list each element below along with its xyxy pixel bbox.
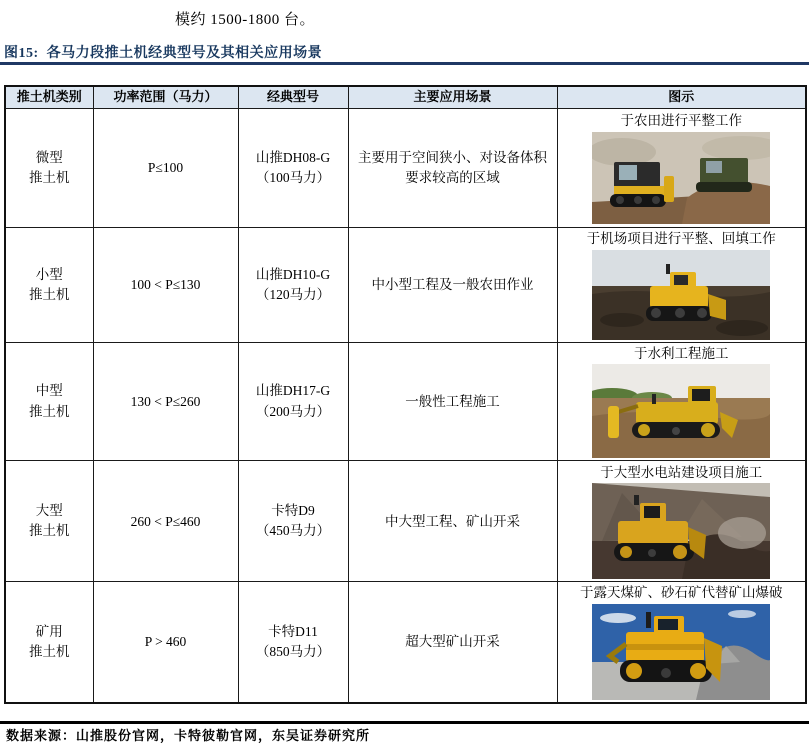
category-line: 推土机 [29,644,70,660]
illustration-cell [557,461,806,582]
model-line: 卡特D11 [268,623,318,639]
model-cell [238,342,348,461]
photo-caption: 于农田进行平整工作 [620,113,742,129]
power-cell: 260 < P≤460 [93,461,238,582]
model-cell [238,108,348,227]
photo-caption: 于大型水电站建设项目施工 [600,464,763,480]
data-source: 数据来源：山推股份官网，卡特彼勒官网，东吴证券研究所 [6,728,371,743]
photo-caption: 于机场项目进行平整、回填工作 [586,231,776,247]
category-cell [5,461,93,582]
open-pit-cat-d11-photo [592,604,770,700]
power-cell: P≤100 [93,108,238,227]
category-line: 小型 [35,266,63,282]
category-line: 中型 [35,383,63,399]
scenario-cell: 一般性工程施工 [348,342,557,461]
category-line: 推土机 [29,286,70,302]
category-line: 推土机 [29,523,70,539]
illustration-cell [557,227,806,342]
scenario-cell: 中大型工程、矿山开采 [348,461,557,582]
power-cell: 130 < P≤260 [93,342,238,461]
illustration-cell [557,582,806,703]
paragraph-fragment: 模约 1500-1800 台。 [175,12,315,28]
scenario-cell: 中小型工程及一般农田作业 [348,227,557,342]
col-header-illustration: 图示 [557,86,806,108]
col-header-power-range: 功率范围（马力） [93,86,238,108]
model-cell [238,227,348,342]
category-line: 推土机 [29,169,70,185]
category-cell [5,342,93,461]
model-line: 山推DH10-G [255,266,331,282]
power-cell: P > 460 [93,582,238,703]
model-line: 卡特D9 [271,503,315,519]
illustration-cell [557,108,806,227]
model-line: （120马力） [255,286,331,302]
bottom-divider [0,721,809,724]
table-row-mining [5,582,806,703]
title-divider [0,62,809,65]
table-row-micro [5,108,806,227]
category-cell [5,227,93,342]
bulldozer-classification-table [4,85,807,704]
model-line: （850马力） [255,644,331,660]
model-line: 山推DH08-G [255,149,331,165]
photo-caption: 于露天煤矿、砂石矿代替矿山爆破 [580,585,783,601]
figure-title: 图15: 各马力段推土机经典型号及其相关应用场景 [4,46,323,61]
category-cell [5,582,93,703]
category-line: 大型 [35,503,63,519]
category-line: 推土机 [29,403,70,419]
model-line: （200马力） [255,403,331,419]
water-project-bulldozer-photo [592,364,770,458]
col-header-model: 经典型号 [238,86,348,108]
farmland-bulldozers-photo [592,132,770,224]
illustration-cell [557,342,806,461]
power-cell: 100 < P≤130 [93,227,238,342]
category-cell [5,108,93,227]
category-line: 微型 [35,149,63,165]
model-cell [238,582,348,703]
table-row-large [5,461,806,582]
model-line: 山推DH17-G [255,383,331,399]
scenario-cell: 主要用于空间狭小、对设备体积要求较高的区域 [348,108,557,227]
category-line: 矿用 [35,623,63,639]
hydropower-cat-d9-photo [592,483,770,579]
table-row-medium [5,342,806,461]
model-line: （100马力） [255,169,331,185]
photo-caption: 于水利工程施工 [634,345,729,361]
col-header-category: 推土机类别 [5,86,93,108]
scenario-cell: 超大型矿山开采 [348,582,557,703]
model-line: （450马力） [255,523,331,539]
model-cell [238,461,348,582]
airport-bulldozer-photo [592,250,770,340]
col-header-scenario: 主要应用场景 [348,86,557,108]
table-row-small [5,227,806,342]
header-row [5,86,806,108]
